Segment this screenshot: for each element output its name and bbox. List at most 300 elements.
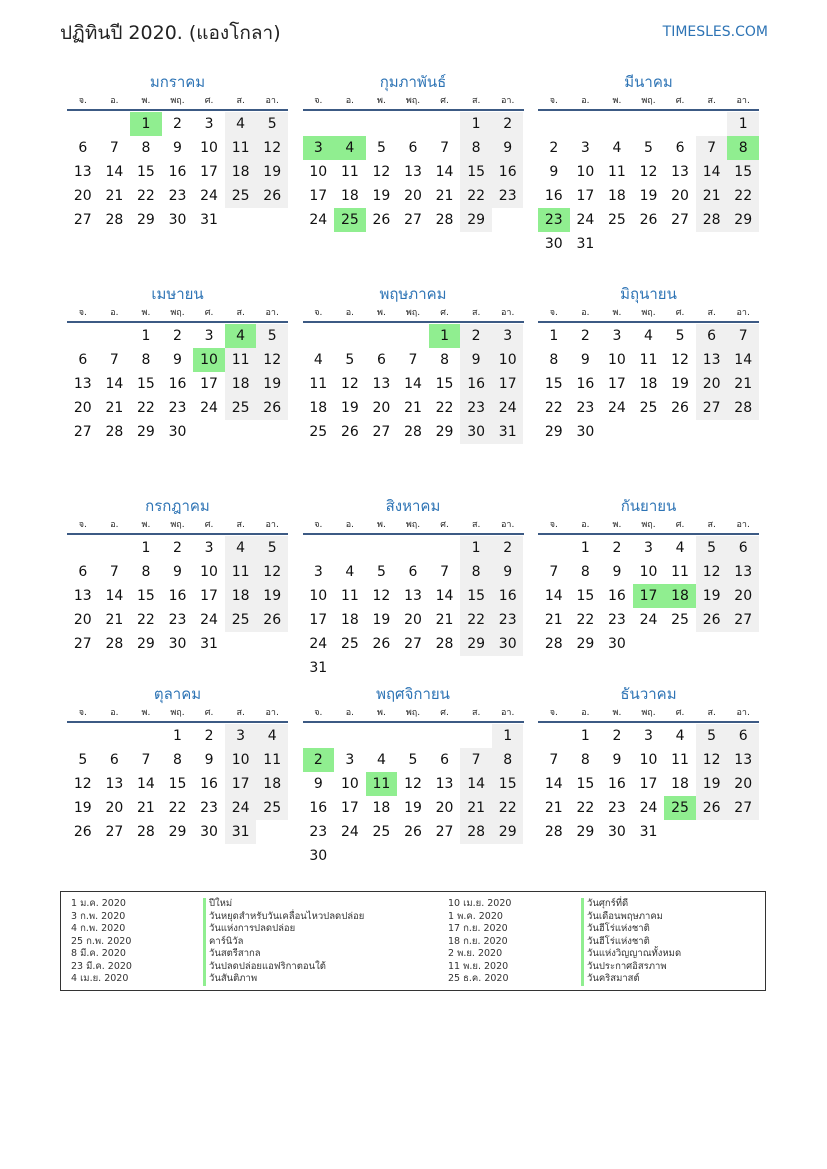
day-cell: 8	[141, 140, 151, 156]
holiday-day-cell: 10	[193, 348, 225, 372]
empty-cell	[633, 112, 665, 136]
day-cell: 2	[460, 324, 492, 348]
day-cell: 24	[340, 824, 359, 840]
holiday-date: 11 พ.ย. 2020	[448, 960, 509, 972]
weekday-label: ส.	[471, 96, 481, 106]
weekday-label: อ.	[345, 520, 354, 530]
day-cell: 19	[340, 400, 359, 416]
day-cell: 17	[608, 376, 626, 392]
month-block	[67, 494, 288, 682]
day-cell: 11	[256, 748, 288, 772]
weekday-label: พฤ.	[641, 96, 656, 106]
weekday-label: อา.	[265, 308, 279, 318]
day-cell: 14	[435, 588, 454, 604]
day-cell: 15	[137, 588, 155, 604]
day-cell: 22	[576, 800, 595, 816]
weekday-label: ส.	[707, 308, 716, 318]
month-divider	[303, 721, 524, 723]
day-cell: 14	[727, 348, 759, 372]
day-cell: 20	[73, 612, 92, 628]
day-cell: 28	[435, 636, 454, 652]
day-cell: 15	[544, 376, 563, 392]
holiday-date: 4 เม.ย. 2020	[71, 973, 129, 984]
holiday-date: 4 ก.พ. 2020	[71, 923, 126, 934]
day-grid	[67, 324, 288, 444]
holiday-row	[448, 973, 681, 986]
holiday-row	[71, 923, 364, 936]
day-cell: 2	[549, 140, 559, 156]
day-cell: 7	[109, 140, 119, 156]
day-grid	[538, 536, 759, 656]
day-cell: 15	[492, 772, 524, 796]
holiday-day-cell: 25	[664, 796, 696, 820]
day-cell: 10	[225, 748, 257, 772]
day-cell: 28	[137, 824, 155, 840]
day-cell: 14	[696, 160, 728, 184]
day-grid	[538, 324, 759, 444]
day-cell: 14	[544, 588, 563, 604]
day-cell: 15	[137, 376, 155, 392]
day-cell: 24	[309, 636, 328, 652]
day-grid	[67, 536, 288, 656]
day-cell: 6	[696, 324, 728, 348]
day-cell: 9	[173, 352, 182, 368]
day-cell: 17	[200, 164, 218, 180]
day-cell: 22	[137, 400, 155, 416]
day-cell: 8	[460, 136, 492, 160]
day-cell: 2	[612, 728, 622, 744]
day-cell: 20	[73, 400, 92, 416]
day-cell: 26	[671, 400, 689, 416]
empty-cell	[366, 536, 398, 560]
month-divider	[303, 321, 524, 323]
weekday-label: ส.	[471, 308, 481, 318]
month-name: พฤศจิกายน	[376, 685, 450, 703]
day-cell: 26	[696, 796, 728, 820]
weekday-header	[538, 94, 759, 108]
weekday-label: จ.	[549, 708, 558, 718]
day-cell: 26	[372, 636, 391, 652]
day-cell: 10	[639, 752, 658, 768]
day-cell: 2	[173, 328, 182, 344]
day-cell: 25	[372, 824, 391, 840]
day-cell: 3	[313, 564, 323, 580]
weekday-label: พ.	[141, 520, 151, 530]
day-cell: 16	[492, 160, 524, 184]
weekday-label: จ.	[314, 308, 323, 318]
page-title: ปฏิทินปี 2020. (แองโกลา)	[60, 22, 281, 44]
day-cell: 15	[576, 776, 595, 792]
month-block	[303, 70, 524, 282]
weekday-label: พฤ.	[641, 520, 656, 530]
day-cell: 18	[608, 188, 626, 204]
month-name: กันยายน	[620, 497, 677, 515]
empty-cell	[366, 724, 398, 748]
weekday-label: อ.	[345, 96, 354, 106]
day-cell: 1	[460, 536, 492, 560]
day-cell: 22	[460, 608, 492, 632]
day-cell: 13	[404, 588, 422, 604]
holiday-row	[448, 911, 681, 924]
day-cell: 16	[168, 588, 187, 604]
day-cell: 22	[544, 400, 563, 416]
month-block	[67, 682, 288, 894]
day-cell: 18	[256, 772, 288, 796]
day-cell: 11	[340, 588, 359, 604]
day-cell: 7	[408, 352, 418, 368]
day-cell: 28	[727, 396, 759, 420]
weekday-header	[67, 706, 288, 720]
day-cell: 4	[644, 328, 653, 344]
weekday-label: พ.	[377, 520, 386, 530]
day-cell: 27	[671, 212, 689, 228]
day-cell: 29	[576, 824, 595, 840]
day-cell: 4	[345, 564, 355, 580]
holiday-day-cell: 2	[303, 748, 335, 772]
month-divider	[303, 533, 524, 535]
day-cell: 16	[309, 800, 328, 816]
weekday-label: พ.	[141, 708, 151, 718]
day-cell: 7	[460, 748, 492, 772]
day-cell: 29	[492, 820, 524, 844]
day-cell: 9	[460, 348, 492, 372]
day-cell: 30	[608, 824, 626, 840]
weekday-label: ศ.	[440, 308, 449, 318]
holiday-row	[448, 961, 681, 974]
day-cell: 30	[576, 424, 595, 440]
day-cell: 6	[78, 140, 88, 156]
day-cell: 3	[644, 540, 653, 556]
day-cell: 8	[141, 352, 151, 368]
day-cell: 27	[73, 212, 92, 228]
day-cell: 13	[372, 376, 391, 392]
day-cell: 1	[727, 112, 759, 136]
weekday-label: อ.	[110, 96, 119, 106]
month-block	[303, 682, 524, 894]
day-cell: 12	[372, 164, 391, 180]
day-cell: 25	[608, 212, 626, 228]
holiday-name: วันปลดปล่อยแอฟริกาตอนใต้	[203, 961, 326, 974]
day-grid	[303, 112, 524, 232]
weekday-label: อ.	[581, 308, 590, 318]
day-cell: 3	[225, 724, 257, 748]
day-cell: 11	[671, 564, 689, 580]
empty-cell	[67, 324, 99, 348]
day-cell: 18	[340, 612, 359, 628]
holiday-row	[71, 948, 364, 961]
day-cell: 30	[200, 824, 218, 840]
day-cell: 30	[168, 636, 187, 652]
day-cell: 21	[105, 188, 124, 204]
day-cell: 16	[608, 588, 626, 604]
day-cell: 25	[256, 796, 288, 820]
day-cell: 14	[544, 776, 563, 792]
day-cell: 8	[580, 752, 590, 768]
month-name: กุมภาพันธ์	[379, 73, 447, 91]
day-cell: 15	[727, 160, 759, 184]
holiday-date: 17 ก.ย. 2020	[448, 923, 508, 934]
day-cell: 1	[549, 328, 559, 344]
weekday-label: พ.	[612, 96, 622, 106]
day-cell: 26	[256, 608, 288, 632]
day-cell: 31	[200, 212, 218, 228]
day-cell: 15	[168, 776, 187, 792]
day-cell: 5	[345, 352, 355, 368]
empty-cell	[397, 324, 429, 348]
empty-cell	[538, 724, 570, 748]
day-cell: 29	[168, 824, 187, 840]
day-cell: 13	[105, 776, 124, 792]
day-cell: 2	[492, 112, 524, 136]
day-cell: 24	[608, 400, 626, 416]
holiday-name: วันฮีโร่แห่งชาติ	[581, 923, 650, 936]
holiday-date: 3 ก.พ. 2020	[71, 910, 126, 922]
day-cell: 13	[404, 164, 422, 180]
day-cell: 7	[549, 752, 559, 768]
day-cell: 9	[549, 164, 559, 180]
day-cell: 19	[696, 772, 728, 796]
day-cell: 31	[492, 420, 524, 444]
holiday-date: 23 มี.ค. 2020	[71, 960, 132, 972]
day-cell: 26	[256, 396, 288, 420]
day-cell: 31	[225, 820, 257, 844]
day-cell: 10	[576, 164, 595, 180]
day-cell: 10	[200, 140, 218, 156]
day-cell: 29	[727, 208, 759, 232]
day-cell: 17	[200, 376, 218, 392]
day-cell: 2	[204, 728, 214, 744]
empty-cell	[334, 536, 366, 560]
day-cell: 21	[544, 612, 563, 628]
day-cell: 21	[105, 400, 124, 416]
day-cell: 5	[376, 564, 386, 580]
month-block	[538, 682, 759, 894]
day-cell: 28	[544, 824, 563, 840]
holiday-day-cell: 18	[664, 584, 696, 608]
day-cell: 22	[137, 612, 155, 628]
day-cell: 7	[141, 752, 151, 768]
day-cell: 1	[173, 728, 182, 744]
day-cell: 22	[168, 800, 187, 816]
weekday-label: พฤ.	[170, 96, 185, 106]
weekday-header	[538, 706, 759, 720]
weekday-label: จ.	[78, 520, 87, 530]
day-cell: 15	[435, 376, 454, 392]
weekday-label: จ.	[78, 96, 87, 106]
weekday-header	[67, 518, 288, 532]
holiday-day-cell: 25	[334, 208, 366, 232]
holiday-date: 8 มี.ค. 2020	[71, 948, 126, 959]
day-cell: 8	[492, 748, 524, 772]
day-cell: 17	[200, 588, 218, 604]
day-cell: 4	[675, 540, 685, 556]
day-cell: 1	[492, 724, 524, 748]
empty-cell	[99, 724, 131, 748]
holiday-day-cell: 4	[225, 324, 257, 348]
weekday-label: อ.	[581, 708, 590, 718]
holiday-row	[448, 948, 681, 961]
holiday-name: ปีใหม่	[203, 898, 232, 911]
day-cell: 24	[576, 212, 595, 228]
day-cell: 9	[173, 140, 182, 156]
day-cell: 12	[404, 776, 422, 792]
holiday-row	[71, 911, 364, 924]
day-cell: 18	[225, 160, 257, 184]
day-cell: 18	[309, 400, 328, 416]
day-cell: 17	[340, 800, 359, 816]
day-cell: 10	[309, 164, 328, 180]
day-cell: 16	[608, 776, 626, 792]
empty-cell	[303, 536, 335, 560]
day-cell: 6	[376, 352, 386, 368]
day-cell: 7	[109, 564, 119, 580]
weekday-label: พฤ.	[641, 708, 656, 718]
month-block	[538, 70, 759, 282]
day-cell: 8	[141, 564, 151, 580]
day-cell: 21	[696, 184, 728, 208]
weekday-label: จ.	[314, 520, 323, 530]
empty-cell	[130, 724, 162, 748]
weekday-label: พฤ.	[170, 520, 185, 530]
day-cell: 28	[435, 212, 454, 228]
day-cell: 19	[639, 188, 658, 204]
day-cell: 23	[309, 824, 328, 840]
weekday-label: อ.	[110, 520, 119, 530]
day-cell: 12	[372, 588, 391, 604]
day-grid	[67, 112, 288, 232]
day-cell: 26	[340, 424, 359, 440]
empty-cell	[67, 112, 99, 136]
holiday-row	[448, 923, 681, 936]
day-cell: 13	[73, 376, 92, 392]
day-cell: 23	[168, 612, 187, 628]
holiday-day-cell: 8	[727, 136, 759, 160]
day-cell: 10	[639, 564, 658, 580]
weekday-label: อา.	[501, 96, 515, 106]
day-cell: 18	[372, 800, 391, 816]
site-link[interactable]: TIMESLES.COM	[662, 24, 768, 40]
day-cell: 10	[492, 348, 524, 372]
empty-cell	[99, 324, 131, 348]
empty-cell	[429, 536, 461, 560]
day-cell: 21	[460, 796, 492, 820]
day-cell: 6	[727, 724, 759, 748]
day-cell: 8	[440, 352, 450, 368]
day-cell: 16	[576, 376, 595, 392]
empty-cell	[334, 724, 366, 748]
month-name: กรกฎาคม	[145, 497, 210, 515]
day-cell: 7	[727, 324, 759, 348]
day-cell: 3	[204, 540, 214, 556]
day-cell: 12	[639, 164, 658, 180]
day-cell: 27	[105, 824, 124, 840]
holiday-name: วันแห่งการปลดปล่อย	[203, 923, 295, 936]
weekday-label: อา.	[501, 308, 515, 318]
day-cell: 14	[404, 376, 422, 392]
empty-cell	[67, 536, 99, 560]
day-cell: 26	[256, 184, 288, 208]
day-cell: 21	[404, 400, 422, 416]
empty-cell	[334, 324, 366, 348]
day-cell: 12	[671, 352, 689, 368]
day-cell: 14	[105, 588, 124, 604]
holiday-day-cell: 3	[303, 136, 335, 160]
day-cell: 6	[408, 140, 418, 156]
day-cell: 24	[492, 396, 524, 420]
holiday-legend	[60, 891, 766, 991]
weekday-header	[303, 306, 524, 320]
day-cell: 19	[372, 188, 391, 204]
weekday-label: พฤ.	[405, 96, 421, 106]
day-cell: 30	[168, 424, 187, 440]
empty-cell	[601, 112, 633, 136]
day-cell: 27	[727, 796, 759, 820]
day-cell: 11	[639, 352, 658, 368]
day-cell: 14	[435, 164, 454, 180]
day-cell: 12	[256, 348, 288, 372]
holiday-name: วันศุกร์ที่ดี	[581, 898, 628, 911]
day-cell: 28	[404, 424, 422, 440]
day-cell: 30	[309, 848, 328, 864]
weekday-label: พฤ.	[170, 308, 185, 318]
month-divider	[538, 321, 759, 323]
day-cell: 25	[309, 424, 328, 440]
day-cell: 1	[460, 112, 492, 136]
day-cell: 22	[576, 612, 595, 628]
day-cell: 1	[580, 540, 590, 556]
day-cell: 5	[78, 752, 88, 768]
day-cell: 5	[256, 324, 288, 348]
day-cell: 24	[639, 612, 658, 628]
weekday-label: อ.	[581, 96, 590, 106]
month-divider	[538, 109, 759, 111]
holiday-name: วันสตรีสากล	[203, 948, 261, 961]
day-cell: 24	[200, 612, 218, 628]
day-cell: 8	[549, 352, 559, 368]
day-cell: 4	[376, 752, 386, 768]
day-cell: 23	[576, 400, 595, 416]
day-cell: 22	[460, 184, 492, 208]
day-cell: 12	[340, 376, 359, 392]
day-grid	[303, 536, 524, 680]
holiday-date: 18 ก.ย. 2020	[448, 935, 508, 947]
weekday-label: ส.	[236, 96, 245, 106]
day-cell: 20	[73, 188, 92, 204]
weekday-label: อา.	[265, 520, 279, 530]
day-cell: 4	[313, 352, 323, 368]
day-cell: 28	[105, 636, 124, 652]
weekday-label: พ.	[377, 96, 386, 106]
day-cell: 11	[225, 348, 257, 372]
day-cell: 6	[440, 752, 450, 768]
month-block	[67, 282, 288, 494]
month-divider	[67, 721, 288, 723]
holiday-name: คาร์นิวัล	[203, 936, 243, 949]
day-cell: 30	[460, 420, 492, 444]
day-grid	[67, 724, 288, 844]
holiday-day-cell: 17	[633, 584, 665, 608]
day-cell: 5	[644, 140, 653, 156]
day-cell: 13	[73, 164, 92, 180]
weekday-label: พฤ.	[405, 308, 421, 318]
holiday-date: 1 ม.ค. 2020	[71, 898, 126, 909]
day-cell: 31	[309, 660, 328, 676]
weekday-label: จ.	[549, 308, 558, 318]
empty-cell	[303, 112, 335, 136]
weekday-label: ศ.	[675, 308, 685, 318]
day-cell: 26	[639, 212, 658, 228]
holiday-date: 10 เม.ย. 2020	[448, 898, 512, 909]
